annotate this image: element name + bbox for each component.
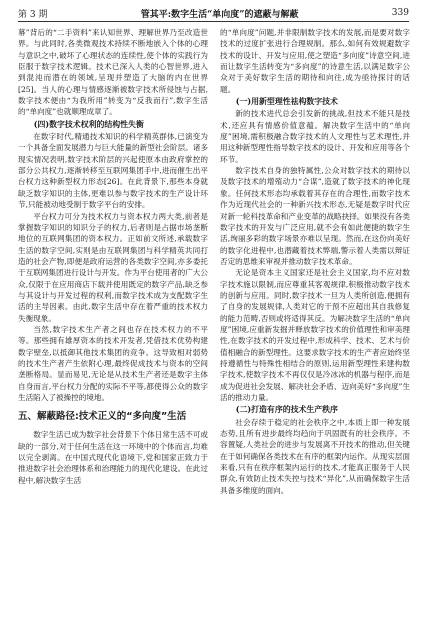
left-column <box>18 27 208 486</box>
header-rule <box>18 21 409 22</box>
paragraph: 幕”背后的“二手资料”来认知世界、理解世界乃至改造世界。与此同时,各类微观技术持续不断地嵌入个体的心理与意识之中,破坏了心理状态的连续性,使个体的实践行为臣服于数字技术逻辑。技术已深入人类的心智世界,进入到混沌而潜在的领域,呈现并塑造了大脑的内在世界[25]。当人的心理与情感逐渐被数字技术所侵蚀与占据,数字技术便由“为我所用”转变为“反我而行”,数字生活的“单向度”也就顺理成章了。 <box>18 28 208 117</box>
subsection-heading: (四)数字技术权利的结构性失衡 <box>33 119 144 129</box>
paragraph: 数字技术自身的独特属性,公众对数字技术的期待以及数字技术的增殖动力“合谋”,造就了数字技术的神化现象。任何技术形态均承载着其存在的合理性,而数字技术作为近现代社会的一种新兴技术形态,无疑是数字时代应对新一轮科技革命和产业变革的战略抉择。如果没有各类数字技术的开发与广泛应用,就不会有如此便捷的数字生活,绚丽多彩的数字场景亦难以呈现。然而,在这份向美好的数字化进程中,也潜藏着技术弊端,警示着人类需以辩证否定的思维来审视并推动数字技术革命。 <box>220 166 410 266</box>
paragraph: 的“单向度”问题,并非限制数字技术的发展,而是要对数字技术的过度扩张进行合理规制。那么,如何有效规避数字技术的设计、开发与应用,使之塑造“多向度”诗意空间,进而让数字生活转变为“多向度”的诗意生活,以满足数字公众对于美好数字生活的期待和向往,成为亟待探讨的话题。 <box>220 28 410 94</box>
running-title: 管其平:数字生活“单向度”的遮蔽与解蔽 <box>140 9 299 20</box>
paragraph: 无论是资本主义国家还是社会主义国家,均不应对数字技术施以限制,而应尊重其客观规律,积极推动数字技术的创新与应用。同时,数字技术一旦为人类所创造,便拥有了自身的发展规律,人类对它的干预不应超出其自我修复的能力范畴,否则或将适得其反。为解决数字生活的“单向度”困境,应重新发掘并释放数字技术的价值理性和审美理性,在数字技术的开发过程中,形成科学、技术、艺术与价值相融合的新型理性。这要求数字技术的生产者应始终坚持遵循性与特殊性相结合的原则,运用新型理性来建构数字技术,使数字技术不再仅仅是冷冰冰的机器与程序,而是成为促进社会发展、解决社会矛盾、迈向美好“多向度”生活的推动力量。 <box>220 268 411 402</box>
paragraph: 当然,数字技术生产者之间也存在技术权力的不平等。那些拥有雄厚资本的技术开发者,凭借技术优势构建数字壁垒,以抵御其他技术集团的竞争。这导致相对弱势的技术生产者产生依附心理,最终促成技术与资本的空间垄断格局。显而易见,无论是从技术生产者还是数字主体自身而言,平台权力分配的实际不平等,都使得公众的数字生活陷入了被操控的境地。 <box>18 324 208 402</box>
subsection-heading: (二)打造有序的技术生产秩序 <box>235 405 338 415</box>
paragraph: 在数字时代,精通技术知识的科学精英群体,已演变为一个具备全面发展潜力与巨大能量的新型社会阶层。诸多现实情况表明,数字技术阶层的兴起使原本由政府掌控的部分公共权力,逐渐转移至互联网集团手中,进而催生出平台权力这种新型权力形态[26]。在此背景下,那些本身就缺乏数字知识的主体,更难以参与数字技术的生产设计环节,只能被动地受制于数字平台的安排。 <box>18 132 208 210</box>
paragraph: 新的技术进代总会引发新的挑战,但技术不能只是技术,还应具有情感价值意蕴。解决数字生活中的“单向度”困境,需积极融合数字技术的人文理性与艺术理性,并用这种新型理性指导数字技术的设计、开发和应用等各个环节。 <box>220 109 410 164</box>
running-header <box>18 6 409 20</box>
paragraph: 平台权力可分为技术权力与资本权力两大类,前者是掌握数字知识的知识分子的权力,后者则是占据市场垄断地位的互联网集团的资本权力。正如前文所述,承载数字生活的数字空间,实则是由互联网集团与科学精英共同打造的社会产物,即便是政府运营的各类数字空间,亦多委托于互联网集团进行设计与开发。作为平台使用者的广大公众,仅限于在应用商店下载并使用既定的数字产品,缺乏参与其设计与开发过程的权利,而数字技术成为支配数字生活的主导因素。由此,数字生活中存在着严重的技术权力失衡现象。 <box>18 211 208 323</box>
page-number: 339 <box>391 8 409 18</box>
right-column <box>220 27 410 496</box>
paragraph: 数字生活已成为数字社会背景下个体日常生活不可或缺的一部分,对于任何生活在这一环境中的个体而言,均难以完全剥离。在中国式现代化语境下,党和国家正致力于推进数字社会治理体系和治理能力的现代化建设。在此过程中,解决数字生活 <box>18 430 208 485</box>
subsection-heading: (一)用新型理性祛构数字技术 <box>235 97 338 107</box>
paragraph: 社会存续于稳定的社会秩序之中,本质上即一种发展态势,且所有进步最终均趋向于巩固既有的社会秩序。不容置疑,人类社会的进步与发展离不开技术的推动,但关键在于如何确保各类技术在有序的框架内运作。从现实层面来看,只有在秩序框架内运行的技术,才能真正服务于人民群众,有效防止技术失控与技术“异化”,从而确保数字生活具备多维度的面向。 <box>220 417 410 495</box>
section-heading: 五、解蔽路径:技术正义的“多向度”生活 <box>18 411 187 423</box>
issue-label: 第 3 期 <box>18 9 48 20</box>
